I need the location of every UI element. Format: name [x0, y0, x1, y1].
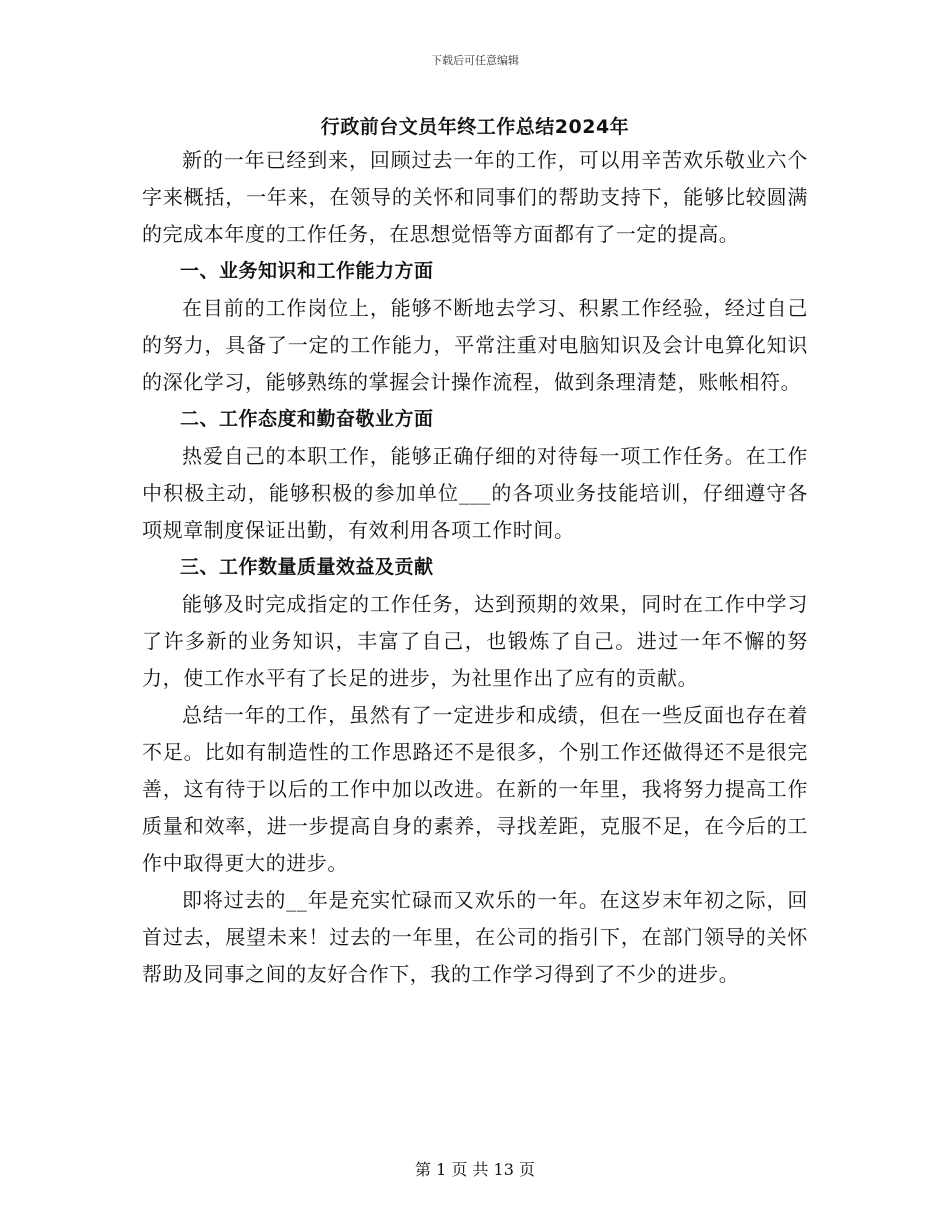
- section-1-paragraph-1: 在目前的工作岗位上，能够不断地去学习、积累工作经验，经过自己的努力，具备了一定的工作能力，平常注重对电脑知识及会计电算化知识的深化学习，能够熟练的掌握会计操作流程，做到条理清楚，账帐相符。: [142, 296, 808, 394]
- section-2-paragraph-1: 热爱自己的本职工作，能够正确仔细的对待每一项工作任务。在工作中积极主动，能够积极的参加单位___的各项业务技能培训，仔细遵守各项规章制度保证出勤，有效利用各项工作时间。: [142, 444, 808, 542]
- intro-paragraph: 新的一年已经到来，回顾过去一年的工作，可以用辛苦欢乐敬业六个字来概括，一年来，在领导的关怀和同事们的帮助支持下，能够比较圆满的完成本年度的工作任务，在思想觉悟等方面都有了一定的提高。: [142, 148, 808, 246]
- section-3-paragraph-1: 能够及时完成指定的工作任务，达到预期的效果，同时在工作中学习了许多新的业务知识，丰富了自己，也锻炼了自己。进过一年不懈的努力，使工作水平有了长足的进步，为社里作出了应有的贡献。: [142, 592, 808, 690]
- document-title: 行政前台文员年终工作总结2024年: [320, 116, 630, 138]
- document-body: [142, 112, 808, 993]
- page-footer: 第 1 页 共 13 页: [415, 1160, 535, 1179]
- section-heading-1: 一、业务知识和工作能力方面: [180, 260, 434, 282]
- section-3-paragraph-3: 即将过去的__年是充实忙碌而又欢乐的一年。在这岁末年初之际，回首过去，展望未来！过去的一年里，在公司的指引下，在部门领导的关怀帮助及同事之间的友好合作下，我的工作学习得到了不少的进步。: [142, 888, 808, 986]
- header-note: 下载后可任意编辑: [431, 54, 519, 67]
- section-3-paragraph-2: 总结一年的工作，虽然有了一定进步和成绩，但在一些反面也存在着不足。比如有制造性的工作思路还不是很多，个别工作还做得还不是很完善，这有待于以后的工作中加以改进。在新的一年里，我将努力提高工作质量和效率，进一步提高自身的素养，寻找差距，克服不足，在今后的工作中取得更大的进步。: [142, 703, 808, 875]
- section-heading-3: 三、工作数量质量效益及贡献: [180, 556, 434, 578]
- section-heading-2: 二、工作态度和勤奋敬业方面: [180, 408, 434, 430]
